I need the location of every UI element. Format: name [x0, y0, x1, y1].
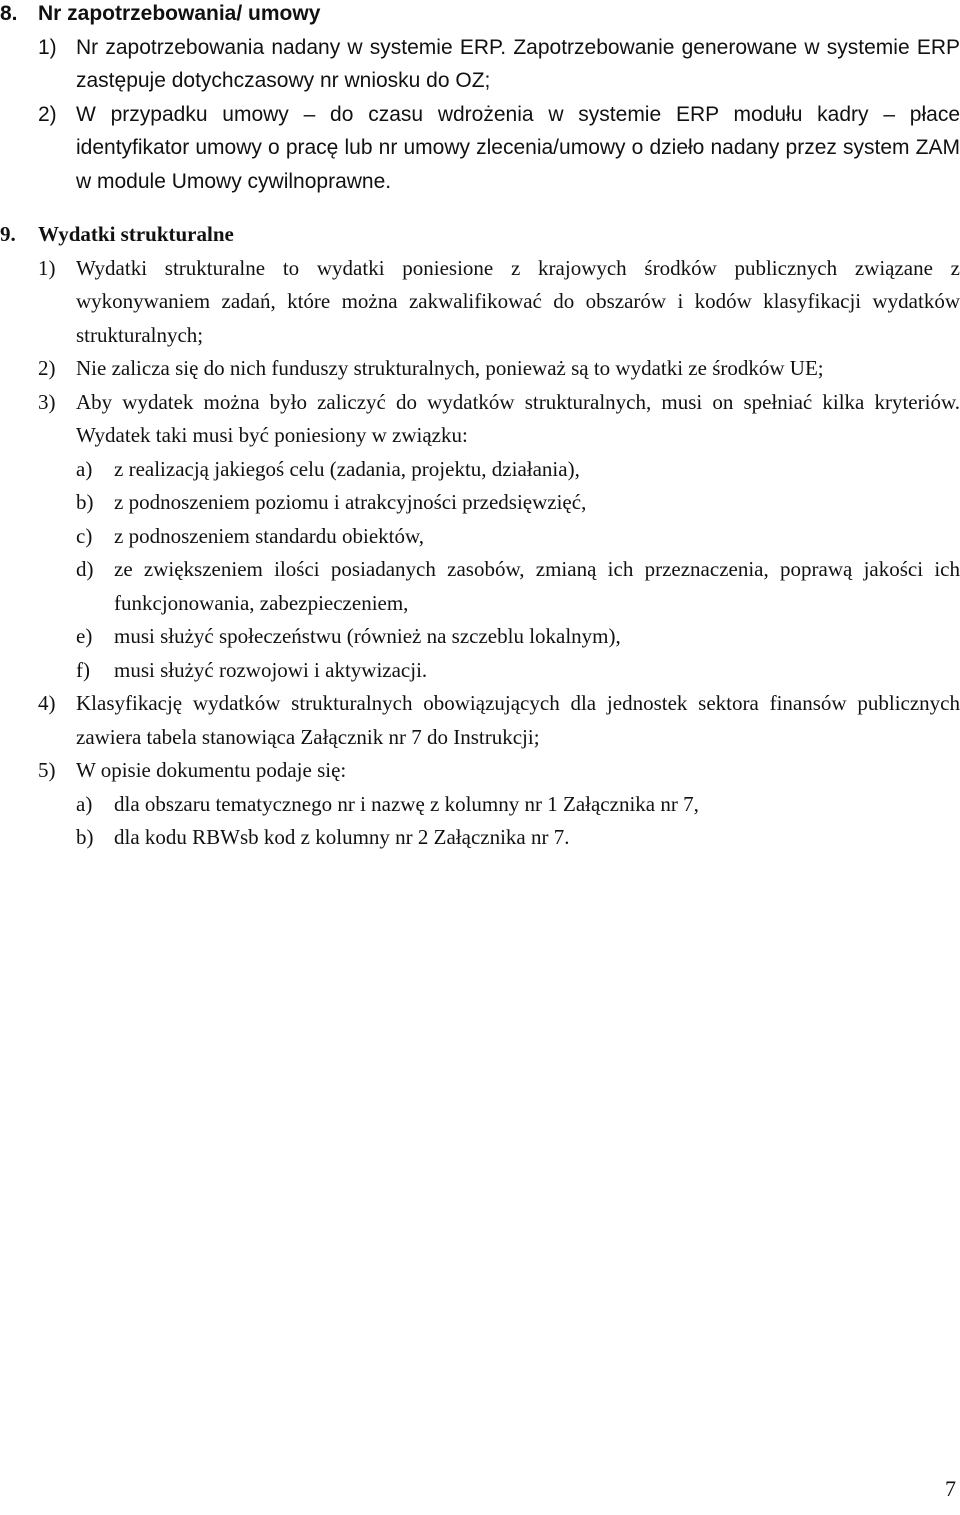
sub-list-item — [0, 654, 960, 688]
list-marker: 1) — [38, 35, 57, 59]
sub-list-item-text: dla obszaru tematycznego nr i nazwę z kolumny nr 1 Załącznika nr 7, — [114, 791, 699, 816]
sub-list-item — [0, 453, 960, 487]
sub-list-item-text: z realizacją jakiegoś celu (zadania, projektu, działania), — [114, 456, 580, 481]
list-item-text: Nie zalicza się do nich funduszy strukturalnych, ponieważ są to wydatki ze środków UE; — [76, 356, 824, 380]
sub-list-marker: d) — [76, 557, 94, 581]
list-marker: 2) — [38, 102, 57, 126]
section-title: Wydatki strukturalne — [38, 222, 234, 246]
section-title: Nr zapotrzebowania/ umowy — [38, 2, 321, 25]
list-item-text: Klasyfikację wydatków strukturalnych obowiązujących dla jednostek sektora finansów publicznych zawiera tabela stanowiąca Załącznik nr 7 do Instrukcji; — [76, 691, 960, 749]
list-item-text: Wydatki strukturalne to wydatki poniesione z krajowych środków publicznych związane z wykonywaniem zadań, które można zakwalifikować do obszarów i kodów klasyfikacji wydatków strukturalnych; — [76, 255, 960, 347]
sub-list-item-text: dla kodu RBWsb kod z kolumny nr 2 Załącznika nr 7. — [114, 825, 570, 849]
list-item-text: Nr zapotrzebowania nadany w systemie ERP. Zapotrzebowanie generowane w systemie ERP zastępuje dotychczasowy nr wniosku do OZ; — [76, 35, 960, 92]
section-9 — [0, 218, 960, 855]
list-item-text: W opisie dokumentu podaje się: — [76, 758, 347, 782]
sub-list-item — [0, 520, 960, 554]
list-marker: 3) — [38, 389, 56, 414]
list-marker: 2) — [38, 356, 56, 380]
sub-list-marker: b) — [76, 825, 94, 849]
list-item-text: Aby wydatek można było zaliczyć do wydatków strukturalnych, musi on spełniać kilka kryteriów. Wydatek taki musi być poniesiony w związku: — [76, 389, 960, 447]
list-item — [0, 687, 960, 754]
list-marker: 1) — [38, 255, 56, 280]
sub-list-item — [0, 620, 960, 654]
section-number: 8. — [0, 2, 18, 25]
list-item — [0, 352, 960, 386]
page-number: 7 — [945, 1476, 956, 1501]
section-9-heading — [0, 218, 960, 252]
sub-list-item-text: z podnoszeniem standardu obiektów, — [114, 523, 425, 548]
list-item — [0, 31, 960, 98]
list-marker: 5) — [38, 758, 56, 782]
list-item-text: W przypadku umowy – do czasu wdrożenia w systemie ERP modułu kadry – płace identyfikator umowy o pracę lub nr umowy zlecenia/umowy o dzieło nadany przez system ZAM w module Umowy cywilnoprawne. — [76, 102, 960, 193]
list-item — [0, 98, 960, 199]
sub-list-item — [0, 486, 960, 520]
list-item — [0, 252, 960, 353]
sub-list-item-text: musi służyć rozwojowi i aktywizacji. — [114, 657, 428, 682]
list-marker: 4) — [38, 691, 56, 715]
sub-list-item — [0, 821, 960, 855]
sub-list-item — [0, 553, 960, 620]
sub-list-item-text: musi służyć społeczeństwu (również na szczeblu lokalnym), — [114, 624, 621, 648]
sub-list-marker: a) — [76, 456, 93, 481]
list-item — [0, 386, 960, 453]
section-8-heading — [0, 0, 960, 31]
sub-list-marker: b) — [76, 490, 94, 514]
list-item — [0, 754, 960, 788]
sub-list-item-text: ze zwiększeniem ilości posiadanych zasobów, zmianą ich przeznaczenia, poprawą jakości ich funkcjonowania, zabezpieczeniem, — [114, 557, 960, 615]
sub-list-marker: e) — [76, 624, 93, 648]
sub-list-marker: a) — [76, 791, 93, 816]
sub-list-marker: f) — [76, 657, 90, 682]
section-8 — [0, 0, 960, 198]
sub-list-marker: c) — [76, 523, 93, 548]
sub-list-item-text: z podnoszeniem poziomu i atrakcyjności przedsięwzięć, — [114, 490, 587, 514]
sub-list-item — [0, 788, 960, 822]
section-number: 9. — [0, 222, 16, 246]
